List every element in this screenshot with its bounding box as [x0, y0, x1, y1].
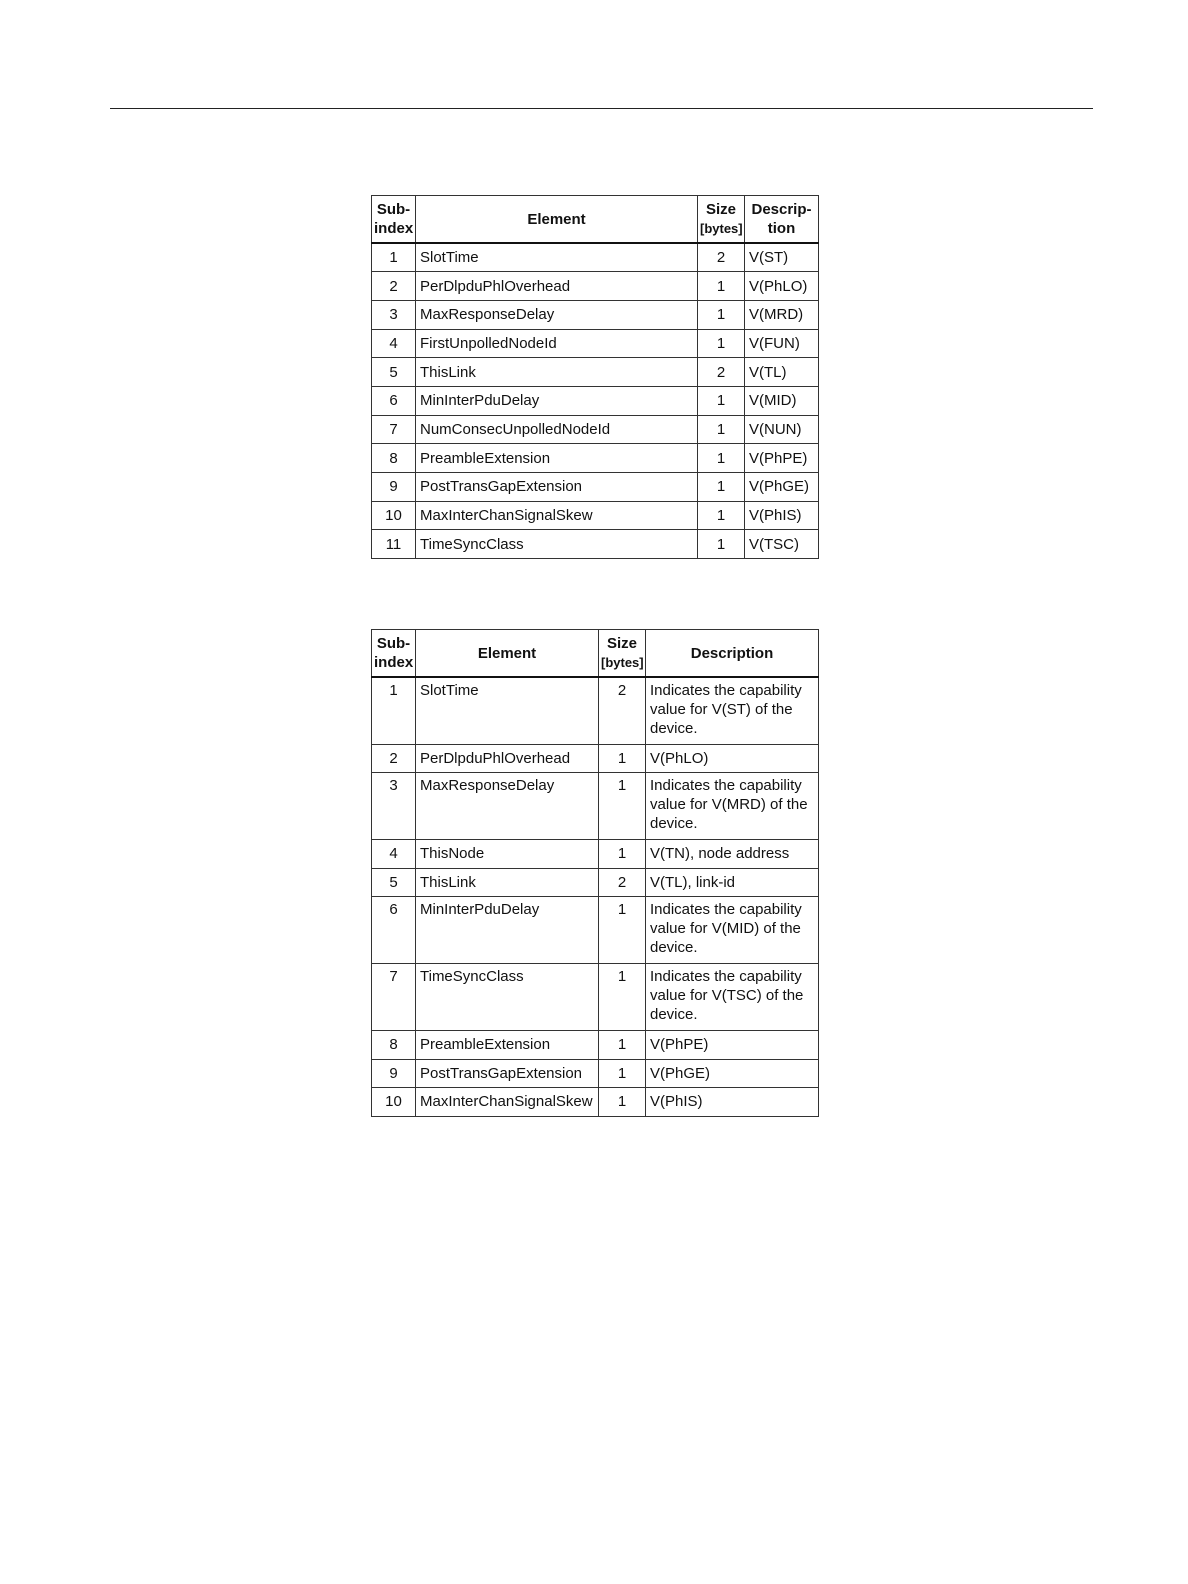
cell-subindex: 10 — [372, 501, 416, 530]
cell-element: MaxResponseDelay — [416, 773, 599, 840]
parameter-table-1 — [371, 195, 819, 559]
cell-element: TimeSyncClass — [416, 530, 698, 559]
cell-element: SlotTime — [416, 677, 599, 744]
table-header — [372, 196, 819, 244]
cell-size: 1 — [698, 444, 745, 473]
cell-description: V(PhIS) — [745, 501, 819, 530]
cell-element: ThisLink — [416, 358, 698, 387]
cell-element: ThisLink — [416, 868, 599, 897]
cell-element: PerDlpduPhlOverhead — [416, 272, 698, 301]
table-row — [372, 1059, 819, 1088]
cell-subindex: 9 — [372, 473, 416, 502]
table-row — [372, 773, 819, 840]
page-header-rule — [110, 108, 1093, 109]
cell-subindex: 9 — [372, 1059, 416, 1088]
cell-description: V(MID) — [745, 386, 819, 415]
cell-description: Indicates the capability value for V(MID) of the device. — [646, 897, 819, 964]
cell-size: 1 — [698, 329, 745, 358]
cell-element: SlotTime — [416, 243, 698, 272]
cell-size: 1 — [599, 897, 646, 964]
table-header — [372, 630, 819, 678]
cell-element: NumConsecUnpolledNodeId — [416, 415, 698, 444]
cell-description: V(TN), node address — [646, 840, 819, 869]
cell-element: PreambleExtension — [416, 1031, 599, 1060]
header-element: Element — [416, 630, 599, 678]
table-row — [372, 329, 819, 358]
table-row — [372, 897, 819, 964]
table-row — [372, 473, 819, 502]
cell-description: V(PhPE) — [646, 1031, 819, 1060]
cell-subindex: 8 — [372, 444, 416, 473]
cell-description: V(ST) — [745, 243, 819, 272]
header-description: Descrip- tion — [745, 196, 819, 244]
cell-size: 1 — [698, 415, 745, 444]
cell-subindex: 4 — [372, 840, 416, 869]
header-subindex: Sub- index — [372, 630, 416, 678]
table-row — [372, 358, 819, 387]
cell-description: V(NUN) — [745, 415, 819, 444]
cell-size: 1 — [599, 1088, 646, 1117]
cell-element: PostTransGapExtension — [416, 1059, 599, 1088]
cell-element: TimeSyncClass — [416, 964, 599, 1031]
table-row — [372, 868, 819, 897]
table-row — [372, 744, 819, 773]
cell-size: 1 — [698, 386, 745, 415]
table-row — [372, 1031, 819, 1060]
table-row — [372, 840, 819, 869]
table-row — [372, 272, 819, 301]
table-row — [372, 243, 819, 272]
cell-element: PerDlpduPhlOverhead — [416, 744, 599, 773]
cell-size: 1 — [599, 1031, 646, 1060]
cell-size: 2 — [698, 243, 745, 272]
cell-description: V(PhPE) — [745, 444, 819, 473]
cell-subindex: 3 — [372, 300, 416, 329]
table-row — [372, 964, 819, 1031]
cell-size: 1 — [698, 473, 745, 502]
cell-subindex: 11 — [372, 530, 416, 559]
cell-description: V(FUN) — [745, 329, 819, 358]
cell-size: 1 — [698, 530, 745, 559]
table-row — [372, 386, 819, 415]
cell-element: MinInterPduDelay — [416, 897, 599, 964]
cell-element: ThisNode — [416, 840, 599, 869]
header-size: Size [bytes] — [698, 196, 745, 244]
cell-size: 1 — [599, 773, 646, 840]
header-subindex: Sub- index — [372, 196, 416, 244]
cell-size: 2 — [599, 868, 646, 897]
cell-subindex: 10 — [372, 1088, 416, 1117]
cell-description: V(TL), link-id — [646, 868, 819, 897]
cell-element: PreambleExtension — [416, 444, 698, 473]
cell-description: V(PhLO) — [745, 272, 819, 301]
cell-description: V(MRD) — [745, 300, 819, 329]
table-row — [372, 444, 819, 473]
cell-element: MaxInterChanSignalSkew — [416, 501, 698, 530]
cell-size: 2 — [599, 677, 646, 744]
header-size: Size [bytes] — [599, 630, 646, 678]
cell-subindex: 5 — [372, 358, 416, 387]
cell-element: PostTransGapExtension — [416, 473, 698, 502]
table-row — [372, 530, 819, 559]
parameter-table-2 — [371, 629, 819, 1117]
cell-size: 2 — [698, 358, 745, 387]
cell-subindex: 7 — [372, 964, 416, 1031]
cell-element: MaxInterChanSignalSkew — [416, 1088, 599, 1117]
table-body — [372, 677, 819, 1116]
cell-description: V(PhLO) — [646, 744, 819, 773]
cell-size: 1 — [698, 501, 745, 530]
cell-description: V(TSC) — [745, 530, 819, 559]
table-row — [372, 501, 819, 530]
table-row — [372, 415, 819, 444]
cell-description: V(PhGE) — [646, 1059, 819, 1088]
cell-description: V(PhGE) — [745, 473, 819, 502]
table-row — [372, 300, 819, 329]
cell-subindex: 2 — [372, 744, 416, 773]
table-row — [372, 677, 819, 744]
cell-subindex: 4 — [372, 329, 416, 358]
cell-element: MaxResponseDelay — [416, 300, 698, 329]
cell-subindex: 1 — [372, 677, 416, 744]
cell-element: MinInterPduDelay — [416, 386, 698, 415]
cell-description: Indicates the capability value for V(TSC) of the device. — [646, 964, 819, 1031]
cell-size: 1 — [698, 300, 745, 329]
cell-subindex: 6 — [372, 386, 416, 415]
cell-subindex: 8 — [372, 1031, 416, 1060]
cell-size: 1 — [698, 272, 745, 301]
cell-description: V(TL) — [745, 358, 819, 387]
cell-description: Indicates the capability value for V(ST) of the device. — [646, 677, 819, 744]
table-row — [372, 1088, 819, 1117]
cell-subindex: 6 — [372, 897, 416, 964]
cell-size: 1 — [599, 840, 646, 869]
cell-subindex: 2 — [372, 272, 416, 301]
cell-description: Indicates the capability value for V(MRD) of the device. — [646, 773, 819, 840]
header-element: Element — [416, 196, 698, 244]
cell-size: 1 — [599, 744, 646, 773]
header-description: Description — [646, 630, 819, 678]
cell-subindex: 7 — [372, 415, 416, 444]
cell-element: FirstUnpolledNodeId — [416, 329, 698, 358]
cell-size: 1 — [599, 964, 646, 1031]
cell-subindex: 5 — [372, 868, 416, 897]
cell-subindex: 1 — [372, 243, 416, 272]
cell-size: 1 — [599, 1059, 646, 1088]
cell-description: V(PhIS) — [646, 1088, 819, 1117]
table-body — [372, 243, 819, 559]
cell-subindex: 3 — [372, 773, 416, 840]
